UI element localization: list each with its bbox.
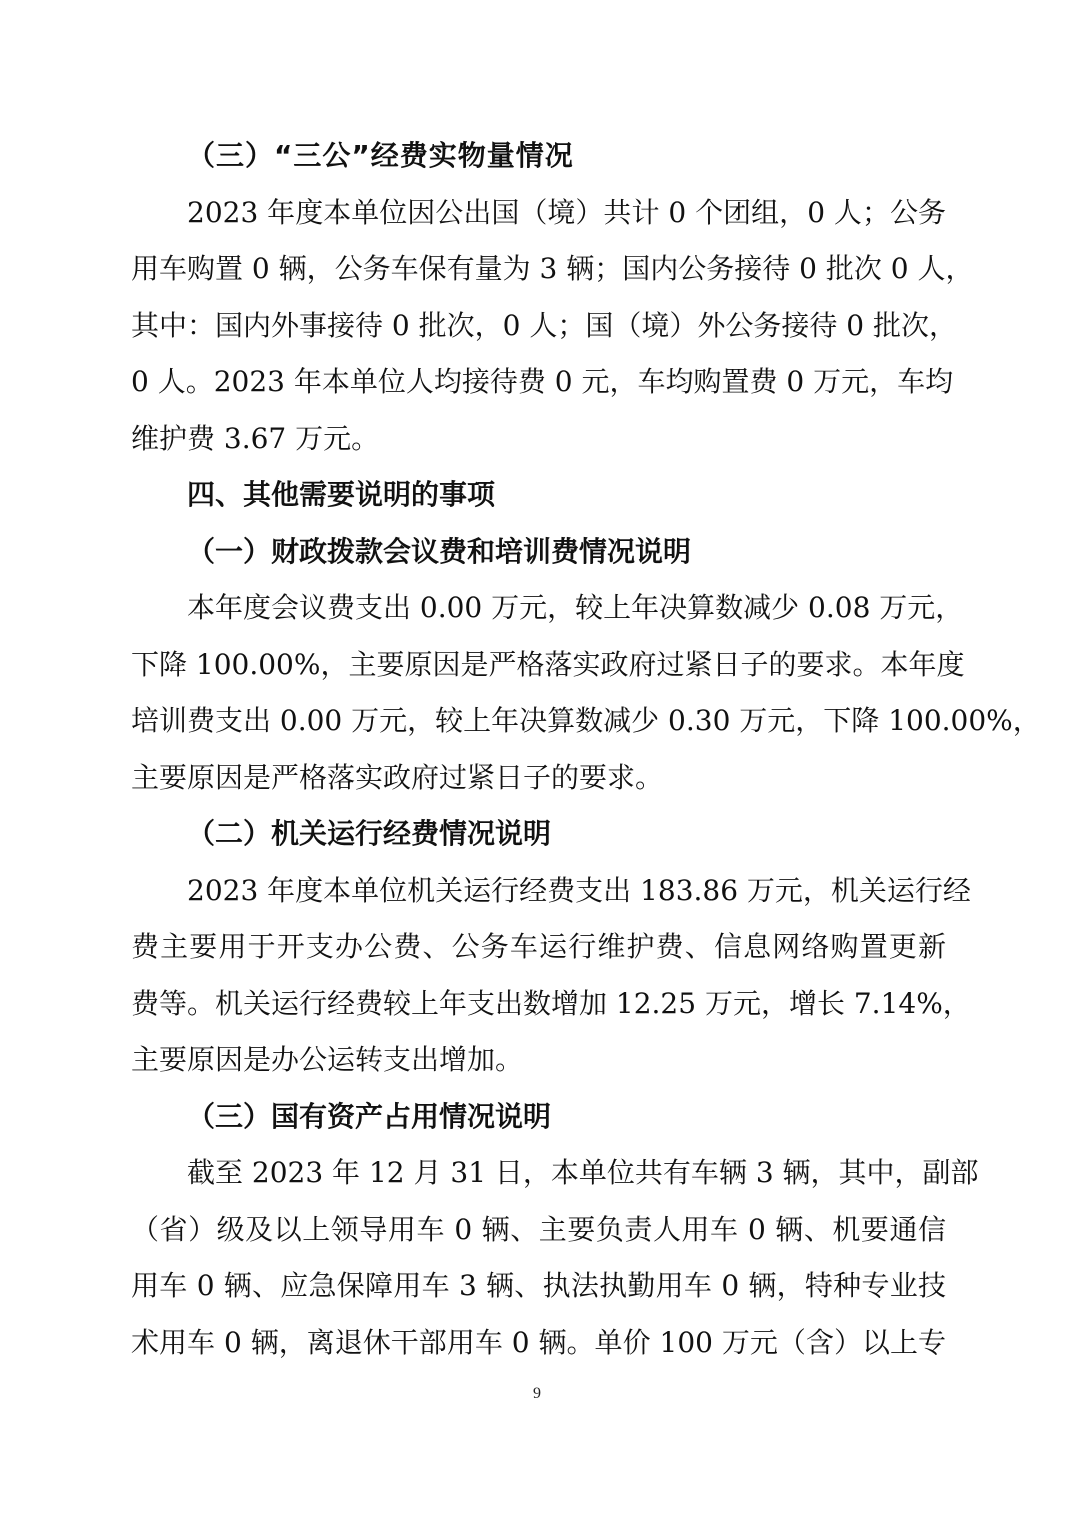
section-heading-meeting-training: （一）财政拨款会议费和培训费情况说明 — [187, 534, 692, 568]
paragraph-line: 下降 100.00%，主要原因是严格落实政府过紧日子的要求。本年度 — [131, 647, 965, 681]
paragraph-line: 截至 2023 年 12 月 31 日，本单位共有车辆 3 辆，其中，副部 — [187, 1156, 979, 1189]
paragraph-line: 用车购置 0 辆，公务车保有量为 3 辆；国内公务接待 0 批次 0 人， — [131, 252, 974, 285]
paragraph-line: 维护费 3.67 万元。 — [131, 421, 380, 455]
section-heading-sangong-quantity: （三）“三公”经费实物量情况 — [187, 139, 574, 172]
paragraph-line: （省）级及以上领导用车 0 辆、主要负责人用车 0 辆、机要通信 — [131, 1212, 946, 1246]
paragraph-line: 其中：国内外事接待 0 批次，0 人；国（境）外公务接待 0 批次， — [131, 308, 957, 342]
page-number: 9 — [533, 1385, 541, 1402]
paragraph-line: 费主要用于开支办公费、公务车运行维护费、信息网络购置更新 — [131, 930, 946, 963]
paragraph-line: 术用车 0 辆，离退休干部用车 0 辆。单价 100 万元（含）以上专 — [131, 1325, 946, 1359]
section-heading-operating-expenses: （二）机关运行经费情况说明 — [187, 817, 552, 850]
paragraph-line: 主要原因是严格落实政府过紧日子的要求。 — [131, 760, 664, 794]
paragraph-line: 培训费支出 0.00 万元，较上年决算数减少 0.30 万元，下降 100.00%， — [131, 704, 1041, 737]
paragraph-line: 本年度会议费支出 0.00 万元，较上年决算数减少 0.08 万元， — [187, 591, 964, 624]
section-heading-state-assets: （三）国有资产占用情况说明 — [187, 1099, 552, 1133]
paragraph-line: 主要原因是办公运转支出增加。 — [131, 1043, 524, 1076]
paragraph-line: 2023 年度本单位机关运行经费支出 183.86 万元，机关运行经 — [187, 873, 971, 907]
document-body — [131, 128, 1041, 1371]
paragraph-line: 2023 年度本单位因公出国（境）共计 0 个团组，0 人；公务 — [187, 195, 946, 229]
paragraph-line: 用车 0 辆、应急保障用车 3 辆、执法执勤用车 0 辆，特种专业技 — [131, 1269, 946, 1302]
section-heading-other-matters: 四、其他需要说明的事项 — [187, 478, 496, 511]
paragraph-line: 费等。机关运行经费较上年支出数增加 12.25 万元，增长 7.14%， — [131, 986, 971, 1020]
paragraph-line: 0 人。2023 年本单位人均接待费 0 元，车均购置费 0 万元，车均 — [131, 365, 954, 398]
